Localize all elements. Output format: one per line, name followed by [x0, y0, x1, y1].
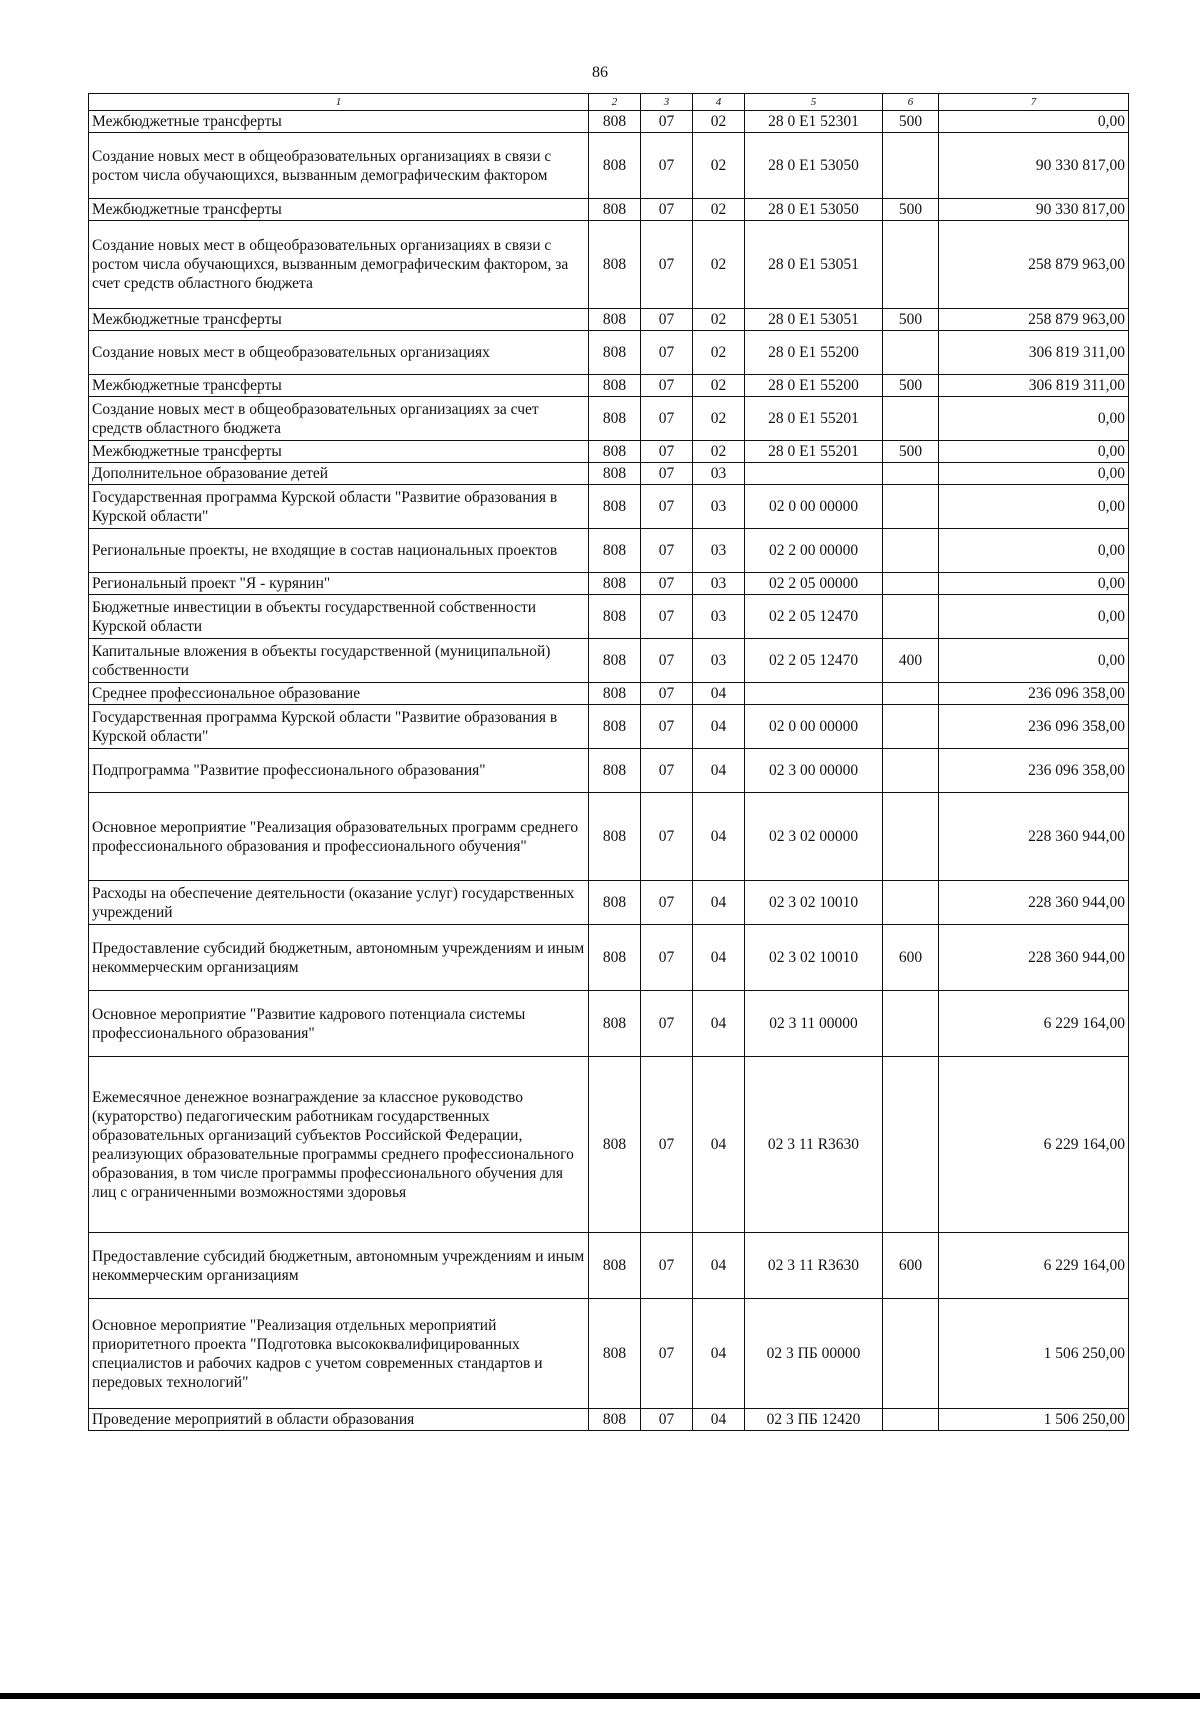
code-target [745, 463, 883, 485]
amount: 228 360 944,00 [939, 793, 1129, 881]
code-subsection: 02 [693, 221, 745, 309]
table-row [89, 881, 1129, 925]
code-section: 07 [641, 573, 693, 595]
table-row [89, 133, 1129, 199]
amount: 6 229 164,00 [939, 991, 1129, 1057]
code-admin: 808 [589, 485, 641, 529]
code-target: 28 0 E1 53050 [745, 199, 883, 221]
row-name: Среднее профессиональное образование [89, 683, 589, 705]
row-name: Капитальные вложения в объекты государственной (муниципальной) собственности [89, 639, 589, 683]
code-subsection: 02 [693, 111, 745, 133]
table-row [89, 375, 1129, 397]
code-expense-type [883, 397, 939, 441]
code-target: 02 3 ПБ 00000 [745, 1299, 883, 1409]
code-section: 07 [641, 309, 693, 331]
code-admin: 808 [589, 1299, 641, 1409]
amount: 90 330 817,00 [939, 199, 1129, 221]
amount: 0,00 [939, 529, 1129, 573]
code-target: 02 2 05 12470 [745, 595, 883, 639]
column-number: 2 [589, 94, 641, 111]
code-expense-type [883, 595, 939, 639]
code-target: 02 0 00 00000 [745, 485, 883, 529]
code-subsection: 03 [693, 595, 745, 639]
table-row [89, 705, 1129, 749]
code-admin: 808 [589, 639, 641, 683]
amount: 0,00 [939, 111, 1129, 133]
code-admin: 808 [589, 705, 641, 749]
row-name: Предоставление субсидий бюджетным, автономным учреждениям и иным некоммерческим организациям [89, 925, 589, 991]
code-section: 07 [641, 1299, 693, 1409]
code-admin: 808 [589, 595, 641, 639]
row-name: Государственная программа Курской области "Развитие образования в Курской области" [89, 705, 589, 749]
code-target: 02 0 00 00000 [745, 705, 883, 749]
code-section: 07 [641, 529, 693, 573]
row-name: Создание новых мест в общеобразовательных организациях в связи с ростом числа обучающихся, вызванным демографическим фактором, за счет средств областного бюджета [89, 221, 589, 309]
row-name: Региональный проект "Я - курянин" [89, 573, 589, 595]
code-admin: 808 [589, 397, 641, 441]
code-admin: 808 [589, 1057, 641, 1233]
code-section: 07 [641, 485, 693, 529]
code-admin: 808 [589, 573, 641, 595]
code-expense-type [883, 331, 939, 375]
code-section: 07 [641, 1409, 693, 1431]
amount: 1 506 250,00 [939, 1409, 1129, 1431]
page-number: 86 [592, 64, 608, 81]
table-row [89, 573, 1129, 595]
code-target: 28 0 E1 53050 [745, 133, 883, 199]
table-row [89, 1057, 1129, 1233]
amount: 258 879 963,00 [939, 309, 1129, 331]
code-target: 02 3 02 00000 [745, 793, 883, 881]
code-subsection: 03 [693, 639, 745, 683]
code-target: 28 0 E1 53051 [745, 309, 883, 331]
table-row [89, 793, 1129, 881]
code-subsection: 04 [693, 683, 745, 705]
code-target: 02 3 11 R3630 [745, 1057, 883, 1233]
amount: 236 096 358,00 [939, 705, 1129, 749]
code-expense-type [883, 221, 939, 309]
row-name: Предоставление субсидий бюджетным, автономным учреждениям и иным некоммерческим организациям [89, 1233, 589, 1299]
row-name: Создание новых мест в общеобразовательных организациях за счет средств областного бюджета [89, 397, 589, 441]
code-section: 07 [641, 441, 693, 463]
row-name: Межбюджетные трансферты [89, 199, 589, 221]
code-subsection: 03 [693, 529, 745, 573]
code-section: 07 [641, 1233, 693, 1299]
code-expense-type [883, 1409, 939, 1431]
row-name: Основное мероприятие "Реализация отдельных мероприятий приоритетного проекта "Подготовка высококвалифицированных специалистов и рабочих кадров с учетом современных стандартов и передовых технологий" [89, 1299, 589, 1409]
code-target: 02 3 11 R3630 [745, 1233, 883, 1299]
row-name: Основное мероприятие "Реализация образовательных программ среднего профессионального образования и профессионального обучения" [89, 793, 589, 881]
table-row [89, 111, 1129, 133]
table-row [89, 683, 1129, 705]
code-target: 02 2 00 00000 [745, 529, 883, 573]
code-subsection: 04 [693, 1409, 745, 1431]
code-subsection: 04 [693, 793, 745, 881]
row-name: Создание новых мест в общеобразовательных организациях [89, 331, 589, 375]
code-target: 02 3 11 00000 [745, 991, 883, 1057]
code-expense-type: 500 [883, 375, 939, 397]
code-target: 02 2 05 12470 [745, 639, 883, 683]
code-admin: 808 [589, 683, 641, 705]
code-section: 07 [641, 683, 693, 705]
row-name: Межбюджетные трансферты [89, 441, 589, 463]
code-section: 07 [641, 1057, 693, 1233]
code-admin: 808 [589, 133, 641, 199]
code-section: 07 [641, 925, 693, 991]
code-target: 02 3 02 10010 [745, 925, 883, 991]
code-subsection: 04 [693, 705, 745, 749]
code-section: 07 [641, 221, 693, 309]
amount: 0,00 [939, 573, 1129, 595]
code-target: 28 0 E1 55200 [745, 375, 883, 397]
amount: 0,00 [939, 463, 1129, 485]
code-admin: 808 [589, 199, 641, 221]
table-row [89, 639, 1129, 683]
code-section: 07 [641, 463, 693, 485]
code-admin: 808 [589, 111, 641, 133]
code-section: 07 [641, 881, 693, 925]
code-target: 02 3 02 10010 [745, 881, 883, 925]
code-expense-type [883, 573, 939, 595]
table-row [89, 529, 1129, 573]
code-expense-type [883, 793, 939, 881]
table-row [89, 1299, 1129, 1409]
code-section: 07 [641, 705, 693, 749]
code-expense-type: 500 [883, 199, 939, 221]
code-subsection: 03 [693, 485, 745, 529]
code-section: 07 [641, 639, 693, 683]
code-admin: 808 [589, 331, 641, 375]
code-expense-type: 500 [883, 441, 939, 463]
amount: 1 506 250,00 [939, 1299, 1129, 1409]
amount: 6 229 164,00 [939, 1233, 1129, 1299]
code-subsection: 04 [693, 925, 745, 991]
code-subsection: 04 [693, 749, 745, 793]
amount: 236 096 358,00 [939, 749, 1129, 793]
code-admin: 808 [589, 925, 641, 991]
row-name: Дополнительное образование детей [89, 463, 589, 485]
code-admin: 808 [589, 1409, 641, 1431]
code-section: 07 [641, 331, 693, 375]
amount: 236 096 358,00 [939, 683, 1129, 705]
table-row [89, 199, 1129, 221]
code-subsection: 02 [693, 397, 745, 441]
column-number: 6 [883, 94, 939, 111]
row-name: Проведение мероприятий в области образования [89, 1409, 589, 1431]
row-name: Государственная программа Курской области "Развитие образования в Курской области" [89, 485, 589, 529]
table-row [89, 1233, 1129, 1299]
amount: 0,00 [939, 595, 1129, 639]
code-section: 07 [641, 375, 693, 397]
code-section: 07 [641, 991, 693, 1057]
code-expense-type [883, 463, 939, 485]
row-name: Подпрограмма "Развитие профессионального образования" [89, 749, 589, 793]
code-admin: 808 [589, 221, 641, 309]
scan-edge-rule [0, 1693, 1200, 1699]
column-number: 4 [693, 94, 745, 111]
table-row [89, 485, 1129, 529]
amount: 0,00 [939, 397, 1129, 441]
code-admin: 808 [589, 991, 641, 1057]
code-subsection: 04 [693, 881, 745, 925]
code-section: 07 [641, 749, 693, 793]
code-subsection: 02 [693, 199, 745, 221]
column-number: 3 [641, 94, 693, 111]
budget-table [88, 93, 1129, 1431]
column-number: 1 [89, 94, 589, 111]
code-section: 07 [641, 111, 693, 133]
code-target: 28 0 E1 55200 [745, 331, 883, 375]
row-name: Расходы на обеспечение деятельности (оказание услуг) государственных учреждений [89, 881, 589, 925]
code-section: 07 [641, 199, 693, 221]
code-subsection: 02 [693, 441, 745, 463]
code-expense-type [883, 133, 939, 199]
code-admin: 808 [589, 749, 641, 793]
table-row [89, 991, 1129, 1057]
table-row [89, 221, 1129, 309]
row-name: Межбюджетные трансферты [89, 375, 589, 397]
code-expense-type [883, 705, 939, 749]
amount: 258 879 963,00 [939, 221, 1129, 309]
code-subsection: 03 [693, 463, 745, 485]
table-row [89, 1409, 1129, 1431]
code-admin: 808 [589, 375, 641, 397]
code-target: 02 2 05 00000 [745, 573, 883, 595]
code-expense-type [883, 991, 939, 1057]
row-name: Межбюджетные трансферты [89, 111, 589, 133]
amount: 228 360 944,00 [939, 925, 1129, 991]
row-name: Основное мероприятие "Развитие кадрового потенциала системы профессионального образования" [89, 991, 589, 1057]
amount: 6 229 164,00 [939, 1057, 1129, 1233]
code-section: 07 [641, 397, 693, 441]
code-expense-type: 500 [883, 309, 939, 331]
code-expense-type [883, 529, 939, 573]
code-section: 07 [641, 133, 693, 199]
code-subsection: 03 [693, 573, 745, 595]
code-target: 02 3 ПБ 12420 [745, 1409, 883, 1431]
row-name: Бюджетные инвестиции в объекты государственной собственности Курской области [89, 595, 589, 639]
row-name: Региональные проекты, не входящие в состав национальных проектов [89, 529, 589, 573]
table-row [89, 441, 1129, 463]
code-admin: 808 [589, 793, 641, 881]
code-expense-type: 600 [883, 1233, 939, 1299]
column-number-row [89, 94, 1129, 111]
code-target [745, 683, 883, 705]
table-row [89, 397, 1129, 441]
row-name: Межбюджетные трансферты [89, 309, 589, 331]
amount: 0,00 [939, 441, 1129, 463]
row-name: Создание новых мест в общеобразовательных организациях в связи с ростом числа обучающихся, вызванным демографическим фактором [89, 133, 589, 199]
amount: 228 360 944,00 [939, 881, 1129, 925]
column-number: 5 [745, 94, 883, 111]
code-target: 28 0 E1 55201 [745, 397, 883, 441]
code-expense-type [883, 749, 939, 793]
amount: 306 819 311,00 [939, 331, 1129, 375]
code-expense-type: 500 [883, 111, 939, 133]
code-admin: 808 [589, 529, 641, 573]
code-admin: 808 [589, 1233, 641, 1299]
code-target: 28 0 E1 53051 [745, 221, 883, 309]
amount: 0,00 [939, 485, 1129, 529]
code-admin: 808 [589, 463, 641, 485]
code-subsection: 04 [693, 1299, 745, 1409]
code-subsection: 04 [693, 1233, 745, 1299]
code-subsection: 02 [693, 331, 745, 375]
code-subsection: 04 [693, 1057, 745, 1233]
code-target: 28 0 E1 55201 [745, 441, 883, 463]
code-admin: 808 [589, 441, 641, 463]
table-row [89, 463, 1129, 485]
code-expense-type: 400 [883, 639, 939, 683]
code-expense-type [883, 1057, 939, 1233]
table-row [89, 331, 1129, 375]
code-subsection: 02 [693, 309, 745, 331]
code-expense-type [883, 683, 939, 705]
code-subsection: 02 [693, 133, 745, 199]
table-row [89, 309, 1129, 331]
code-expense-type: 600 [883, 925, 939, 991]
code-admin: 808 [589, 881, 641, 925]
code-admin: 808 [589, 309, 641, 331]
row-name: Ежемесячное денежное вознаграждение за классное руководство (кураторство) педагогическим работникам государственных образовательных организаций субъектов Российской Федерации, реализующих образовательные программы среднего профессионального образования, в том числе программы профессионального обучения для лиц с ограниченными возможностями здоровья [89, 1057, 589, 1233]
code-expense-type [883, 881, 939, 925]
code-subsection: 04 [693, 991, 745, 1057]
code-expense-type [883, 485, 939, 529]
amount: 0,00 [939, 639, 1129, 683]
code-section: 07 [641, 595, 693, 639]
code-target: 28 0 E1 52301 [745, 111, 883, 133]
code-expense-type [883, 1299, 939, 1409]
amount: 306 819 311,00 [939, 375, 1129, 397]
column-number: 7 [939, 94, 1129, 111]
table-row [89, 749, 1129, 793]
amount: 90 330 817,00 [939, 133, 1129, 199]
table-row [89, 595, 1129, 639]
code-subsection: 02 [693, 375, 745, 397]
code-target: 02 3 00 00000 [745, 749, 883, 793]
code-section: 07 [641, 793, 693, 881]
table-row [89, 925, 1129, 991]
